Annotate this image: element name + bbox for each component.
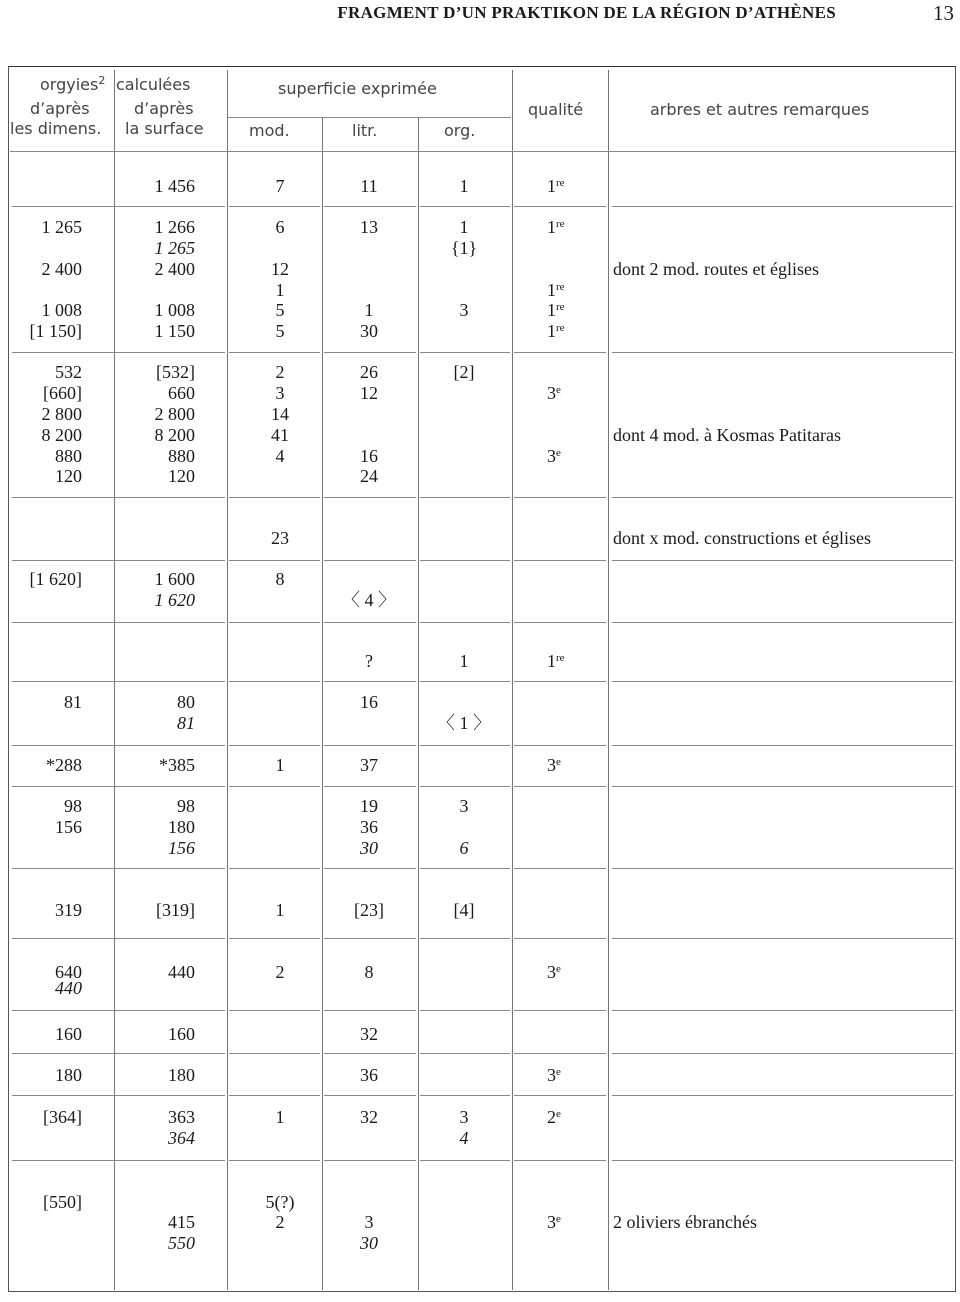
cell-org: [4] xyxy=(453,900,475,920)
cell-qual: 1re xyxy=(547,651,565,671)
row-rule xyxy=(324,868,416,869)
cell-litr: 8 xyxy=(364,962,374,982)
quality-suffix: re xyxy=(556,322,565,334)
cell-dim: 156 xyxy=(55,817,82,837)
cell-surf: [532] xyxy=(156,362,195,382)
row-rule xyxy=(229,497,320,498)
cell-surf: 2 800 xyxy=(154,404,195,424)
cell-qual: 3e xyxy=(547,962,561,982)
row-rule xyxy=(612,745,953,746)
cell-litr: 37 xyxy=(360,755,378,775)
cell-org: 〈 1 〉 xyxy=(437,713,491,733)
row-rule xyxy=(324,1095,416,1096)
cell-surf: 180 xyxy=(168,1065,195,1085)
row-rule xyxy=(514,681,606,682)
row-rule xyxy=(514,497,606,498)
row-rule xyxy=(612,206,953,207)
cell-qual: 3e xyxy=(547,1065,561,1085)
cell-org: 4 xyxy=(459,1128,469,1148)
cell-mod: 12 xyxy=(271,259,289,279)
row-rule xyxy=(12,1010,225,1011)
cell-litr: 32 xyxy=(360,1024,378,1044)
cell-litr: 12 xyxy=(360,383,378,403)
cell-surf: 1 600 xyxy=(154,569,195,589)
row-rule xyxy=(12,622,225,623)
header-surface: la surface xyxy=(125,119,204,138)
row-rule xyxy=(420,786,510,787)
cell-surf: 80 xyxy=(177,692,195,712)
row-rule xyxy=(612,938,953,939)
row-rule xyxy=(10,151,955,152)
cell-litr: 11 xyxy=(360,176,378,196)
cell-surf: 1 266 xyxy=(154,217,195,237)
cell-dim: 880 xyxy=(55,446,82,466)
row-rule xyxy=(229,938,320,939)
row-rule xyxy=(324,938,416,939)
row-rule xyxy=(420,1053,510,1054)
cell-dim: 532 xyxy=(55,362,82,382)
cell-qual: 1re xyxy=(547,176,565,196)
cell-dim: 440 xyxy=(55,978,82,998)
cell-dim: 8 200 xyxy=(41,425,82,445)
cell-qual: 3e xyxy=(547,1212,561,1232)
quality-suffix: e xyxy=(556,1066,561,1078)
cell-mod: 14 xyxy=(271,404,289,424)
cell-surf: 415 xyxy=(168,1212,195,1232)
cell-dim: [1 150] xyxy=(29,321,82,341)
cell-surf: 160 xyxy=(168,1024,195,1044)
cell-qual: 2e xyxy=(547,1107,561,1127)
cell-mod: 2 xyxy=(275,962,285,982)
cell-surf: 1 150 xyxy=(154,321,195,341)
row-rule xyxy=(229,868,320,869)
cell-dim: [364] xyxy=(43,1107,82,1127)
cell-dim: 2 800 xyxy=(41,404,82,424)
cell-surf: 550 xyxy=(168,1233,195,1253)
row-rule xyxy=(612,1010,953,1011)
row-rule xyxy=(514,868,606,869)
cell-qual: 1re xyxy=(547,300,565,320)
row-rule xyxy=(420,352,510,353)
cell-org: 1 xyxy=(459,176,469,196)
row-rule xyxy=(12,938,225,939)
cell-surf: 440 xyxy=(168,962,195,982)
quality-suffix: e xyxy=(556,1213,561,1225)
column-rule xyxy=(418,118,419,1290)
row-rule xyxy=(228,117,511,118)
row-rule xyxy=(420,497,510,498)
cell-qual: 3e xyxy=(547,446,561,466)
quality-suffix: re xyxy=(556,177,565,189)
cell-surf: 156 xyxy=(168,838,195,858)
cell-qual: 1re xyxy=(547,280,565,300)
row-rule xyxy=(420,868,510,869)
header-qualite: qualité xyxy=(528,100,584,119)
row-rule xyxy=(612,868,953,869)
cell-mod: 6 xyxy=(275,217,285,237)
row-rule xyxy=(229,352,320,353)
cell-litr: ? xyxy=(365,651,373,671)
row-rule xyxy=(12,786,225,787)
cell-dim: 1 008 xyxy=(41,300,82,320)
cell-surf: 120 xyxy=(168,466,195,486)
cell-surf: 1 456 xyxy=(154,176,195,196)
cell-dim: *288 xyxy=(46,755,82,775)
cell-dim: 1 265 xyxy=(41,217,82,237)
row-rule xyxy=(12,1053,225,1054)
cell-litr: 30 xyxy=(360,838,378,858)
row-rule xyxy=(514,352,606,353)
row-rule xyxy=(324,681,416,682)
row-rule xyxy=(324,1160,416,1161)
cell-litr: 19 xyxy=(360,796,378,816)
cell-mod: 23 xyxy=(271,528,289,548)
quality-suffix: e xyxy=(556,1108,561,1120)
cell-litr: 16 xyxy=(360,446,378,466)
row-rule xyxy=(12,681,225,682)
row-rule xyxy=(420,1160,510,1161)
row-rule xyxy=(612,352,953,353)
row-rule xyxy=(229,622,320,623)
row-rule xyxy=(514,206,606,207)
cell-litr: 13 xyxy=(360,217,378,237)
cell-litr: 3 xyxy=(364,1212,374,1232)
row-rule xyxy=(12,560,225,561)
header-dimens: les dimens. xyxy=(10,119,102,138)
row-rule xyxy=(612,497,953,498)
cell-mod: 1 xyxy=(275,1107,285,1127)
row-rule xyxy=(514,560,606,561)
row-rule xyxy=(324,1053,416,1054)
cell-dim: 319 xyxy=(55,900,82,920)
row-rule xyxy=(12,206,225,207)
row-rule xyxy=(514,1010,606,1011)
row-rule xyxy=(324,206,416,207)
cell-org: 1 xyxy=(459,651,469,671)
cell-dim: 640 xyxy=(55,962,82,982)
row-rule xyxy=(420,938,510,939)
cell-surf: 363 xyxy=(168,1107,195,1127)
row-rule xyxy=(12,745,225,746)
row-rule xyxy=(12,1095,225,1096)
cell-litr: 30 xyxy=(360,1233,378,1253)
cell-litr: 24 xyxy=(360,466,378,486)
cell-surf: 660 xyxy=(168,383,195,403)
quality-suffix: re xyxy=(556,281,565,293)
cell-dim: 180 xyxy=(55,1065,82,1085)
row-rule xyxy=(324,1010,416,1011)
cell-mod: 1 xyxy=(275,755,285,775)
cell-dim: 98 xyxy=(64,796,82,816)
cell-org: {1} xyxy=(450,238,478,258)
cell-org: 3 xyxy=(459,1107,469,1127)
column-rule xyxy=(227,70,228,1290)
cell-mod: 1 xyxy=(275,900,285,920)
header-org: org. xyxy=(444,121,476,140)
cell-surf: 364 xyxy=(168,1128,195,1148)
cell-dim: 120 xyxy=(55,466,82,486)
cell-mod: 5 xyxy=(275,300,285,320)
row-rule xyxy=(324,622,416,623)
row-rule xyxy=(420,622,510,623)
cell-mod: 1 xyxy=(275,280,285,300)
row-rule xyxy=(12,868,225,869)
cell-mod: 2 xyxy=(275,1212,285,1232)
row-rule xyxy=(420,206,510,207)
row-rule xyxy=(612,786,953,787)
cell-surf: 81 xyxy=(177,713,195,733)
cell-rem: dont x mod. constructions et églises xyxy=(613,528,871,548)
cell-dim: 81 xyxy=(64,692,82,712)
cell-mod: 8 xyxy=(275,569,285,589)
cell-surf: 2 400 xyxy=(154,259,195,279)
column-rule xyxy=(322,118,323,1290)
row-rule xyxy=(12,352,225,353)
quality-suffix: re xyxy=(556,301,565,313)
row-rule xyxy=(229,1095,320,1096)
cell-surf: 180 xyxy=(168,817,195,837)
cell-org: 3 xyxy=(459,796,469,816)
cell-litr: 36 xyxy=(360,1065,378,1085)
row-rule xyxy=(12,1160,225,1161)
quality-suffix: re xyxy=(556,218,565,230)
row-rule xyxy=(420,681,510,682)
cell-surf: 1 008 xyxy=(154,300,195,320)
header-superficie: superficie exprimée xyxy=(278,79,437,98)
row-rule xyxy=(229,786,320,787)
cell-litr: 16 xyxy=(360,692,378,712)
cell-litr: 30 xyxy=(360,321,378,341)
row-rule xyxy=(612,1160,953,1161)
cell-dim: [1 620] xyxy=(29,569,82,589)
row-rule xyxy=(324,560,416,561)
cell-litr: 26 xyxy=(360,362,378,382)
quality-suffix: re xyxy=(556,652,565,664)
header-mod: mod. xyxy=(249,121,290,140)
row-rule xyxy=(229,1053,320,1054)
cell-litr: 〈 4 〉 xyxy=(342,590,396,610)
row-rule xyxy=(324,497,416,498)
row-rule xyxy=(229,1160,320,1161)
quality-suffix: e xyxy=(556,756,561,768)
cell-qual: 3e xyxy=(547,383,561,403)
cell-mod: 7 xyxy=(275,176,285,196)
row-rule xyxy=(324,745,416,746)
row-rule xyxy=(420,1095,510,1096)
cell-surf: 1 620 xyxy=(154,590,195,610)
cell-qual: 3e xyxy=(547,755,561,775)
header-orgyies: orgyies$^2$ xyxy=(40,74,106,94)
row-rule xyxy=(514,622,606,623)
header-apres-dimens: d’après xyxy=(30,99,90,118)
cell-mod: 3 xyxy=(275,383,285,403)
cell-org: [2] xyxy=(453,362,475,382)
row-rule xyxy=(514,1160,606,1161)
cell-surf: [319] xyxy=(156,900,195,920)
row-rule xyxy=(229,560,320,561)
cell-mod: 2 xyxy=(275,362,285,382)
column-rule xyxy=(512,70,513,1290)
cell-rem: dont 2 mod. routes et églises xyxy=(613,259,819,279)
cell-rem: 2 oliviers ébranchés xyxy=(613,1212,757,1232)
cell-mod: 5(?) xyxy=(265,1192,295,1212)
quality-suffix: e xyxy=(556,963,561,975)
row-rule xyxy=(229,745,320,746)
cell-surf: 880 xyxy=(168,446,195,466)
row-rule xyxy=(229,681,320,682)
row-rule xyxy=(420,745,510,746)
cell-surf: *385 xyxy=(159,755,195,775)
header-arbres: arbres et autres remarques xyxy=(650,100,870,119)
cell-surf: 1 265 xyxy=(154,238,195,258)
quality-suffix: e xyxy=(556,447,561,459)
row-rule xyxy=(514,1095,606,1096)
cell-org: 1 xyxy=(459,217,469,237)
cell-dim: [660] xyxy=(43,383,82,403)
row-rule xyxy=(420,1010,510,1011)
cell-litr: [23] xyxy=(354,900,384,920)
cell-surf: 8 200 xyxy=(154,425,195,445)
row-rule xyxy=(514,938,606,939)
cell-mod: 5 xyxy=(275,321,285,341)
row-rule xyxy=(514,745,606,746)
row-rule xyxy=(514,786,606,787)
row-rule xyxy=(612,1053,953,1054)
row-rule xyxy=(324,786,416,787)
cell-litr: 32 xyxy=(360,1107,378,1127)
column-rule xyxy=(608,70,609,1290)
quality-suffix: e xyxy=(556,384,561,396)
row-rule xyxy=(514,1053,606,1054)
cell-org: 6 xyxy=(459,838,469,858)
cell-litr: 36 xyxy=(360,817,378,837)
row-rule xyxy=(612,1095,953,1096)
cell-org: 3 xyxy=(459,300,469,320)
row-rule xyxy=(229,206,320,207)
row-rule xyxy=(12,497,225,498)
row-rule xyxy=(420,560,510,561)
header-litr: litr. xyxy=(352,121,378,140)
cell-qual: 1re xyxy=(547,321,565,341)
row-rule xyxy=(612,681,953,682)
cell-mod: 4 xyxy=(275,446,285,466)
cell-dim: 2 400 xyxy=(41,259,82,279)
row-rule xyxy=(324,352,416,353)
header-calculees: calculées xyxy=(116,75,191,94)
cell-surf: 98 xyxy=(177,796,195,816)
row-rule xyxy=(229,1010,320,1011)
row-rule xyxy=(612,622,953,623)
row-rule xyxy=(612,560,953,561)
cell-mod: 41 xyxy=(271,425,289,445)
cell-litr: 1 xyxy=(364,300,374,320)
cell-qual: 1re xyxy=(547,217,565,237)
cell-rem: dont 4 mod. à Kosmas Patitaras xyxy=(613,425,841,445)
running-title: FRAGMENT D’UN PRAKTIKON DE LA RÉGION D’ATHÈNES xyxy=(337,3,836,22)
cell-dim: 160 xyxy=(55,1024,82,1044)
header-apres-surface: d’après xyxy=(134,99,194,118)
cell-dim: [550] xyxy=(43,1192,82,1212)
page-number: 13 xyxy=(933,1,954,25)
